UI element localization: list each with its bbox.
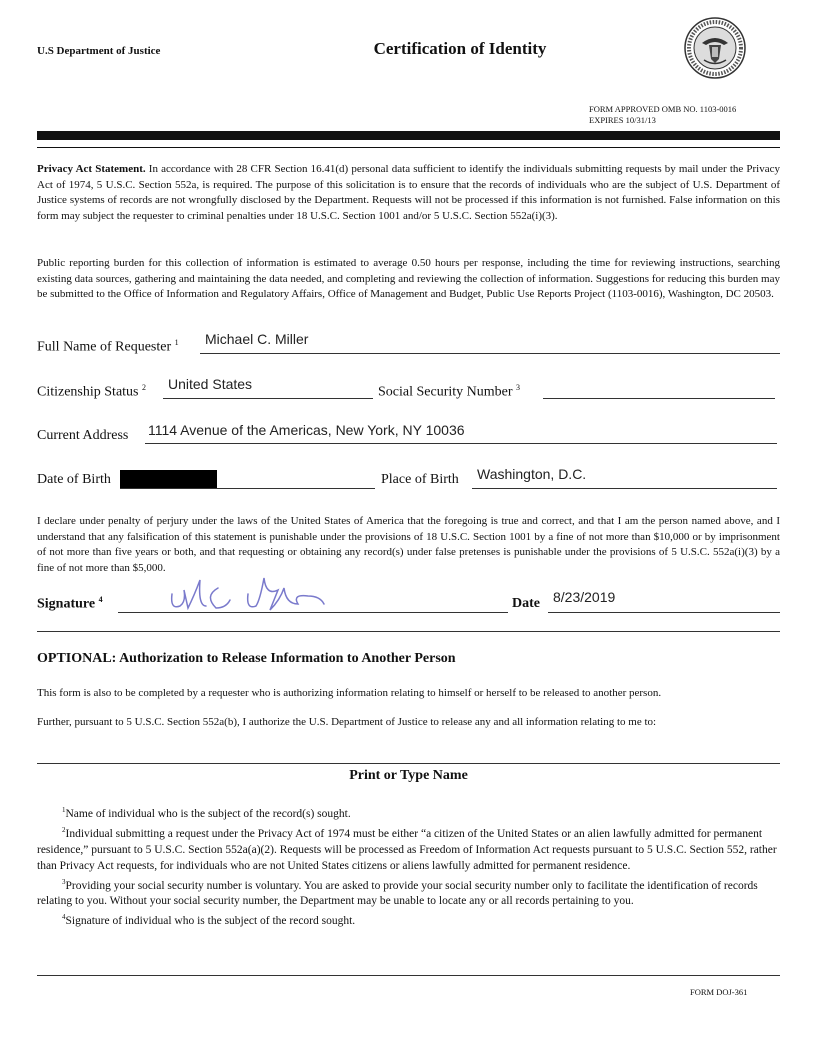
signature-line [118,611,508,613]
footnote-4: $^4$Signature of individual who is the subject of the record sought. [62,913,356,928]
perjury-declaration: I declare under penalty of perjury under the laws of the United States of America that the foregoing is true and correct, and that I am the person named above, and I understand that any falsification of this statement is punishable under the provisions of 18 U.S.C. Section 1001 by a fine of not more than $10,000 or by imprisonment of not more than five years or both, and that requesting or obtaining any record(s) under false pretenses is punishable under the provisions of 5 U.S.C. 552a(i)(3) by a fine of not more than $5,000. [37,515,780,574]
department-name: U.S Department of Justice [37,45,161,57]
optional-line-2: Further, pursuant to 5 U.S.C. Section 552a(b), I authorize the U.S. Department of Justice to release any and all information relating to me to: [37,716,657,728]
privacy-act-statement [37,162,780,224]
burden-statement: Public reporting burden for this collection of information is estimated to average 0.50 hours per response, including the time for reviewing instructions, searching existing data sources, gathering and maintaining the data needed, and completing and reviewing the collection of information. Suggestions for reducing this burden may be submitted to the Office of Information and Regulatory Affairs, Office of Management and Budget, Public Use Reports Project (1103-0016), Washington, DC 20503. [37,257,780,300]
full-name-input[interactable]: Michael C. Miller [205,331,309,347]
date-line [548,611,780,613]
date-input[interactable]: 8/23/2019 [553,589,616,605]
form-title: Certification of Identity [373,39,547,58]
authorized-name-line[interactable] [37,762,780,764]
footer-divider [37,974,780,976]
privacy-body: In accordance with 28 CFR Section 16.41(d) personal data sufficient to identify the individuals submitting requests by mail under the Privacy Act of 1974, 5 U.S.C. Section 552a, is required. The purpose of this solicitation is to ensure that the records of individuals who are the subject of U.S. Department of Justice systems of records are not wrongfully disclosed by the Department. Requests will not be processed if this information is not furnished. False information on this form may subject the requester to criminal penalties under 18 U.S.C. Section 1001 and/or 5 U.S.C. Section 552a(i)(3). [37,163,781,222]
citizenship-label: Citizenship Status $^2$ [37,383,146,400]
footnote-2: $^2$Individual submitting a request under the Privacy Act of 1974 must be either “a citizen of the United States or an alien lawfully admitted for permanent residence,” pursuant to 5 U.S.C. Section 552a(a)(2). Requests will be processed as Freedom of Information Act requests pursuant to 5 U.S.C. Section 552, rather than Privacy Act requests, for individuals who are not United States citizens or aliens lawfully admitted for permanent residence. [37,825,777,872]
optional-heading: OPTIONAL: Authorization to Release Information to Another Person [37,651,456,666]
date-label: Date [512,596,540,611]
footnotes [37,802,780,929]
address-line [145,442,777,444]
print-name-label: Print or Type Name [349,768,468,783]
address-label: Current Address [37,428,129,443]
privacy-heading: Privacy Act Statement. [37,163,146,175]
ssn-line [543,397,775,399]
omb-approval [589,104,736,126]
section-divider [37,630,780,632]
full-name-line [200,352,780,354]
pob-line [472,487,777,489]
omb-expiry: EXPIRES 10/31/13 [589,115,656,125]
header-divider-thick [37,131,780,140]
optional-line-1: This form is also to be completed by a requester who is authorizing information relating to himself or herself to be released to another person. [37,687,662,699]
footnote-1: $^1$Name of individual who is the subject of the record(s) sought. [62,806,351,820]
header-divider-thin [37,147,780,148]
footnote-3: $^3$Providing your social security number is voluntary. You are asked to provide your social security number only to facilitate the identification of records relating to you. Without your social security number, the Department may be unable to locate any or all records pertaining to you. [37,877,758,908]
pob-label: Place of Birth [381,472,459,487]
doj-seal-icon [684,17,746,79]
dob-redaction: [redacted] [120,470,217,488]
omb-number: FORM APPROVED OMB NO. 1103-0016 [589,104,737,114]
signature-label: Signature $^4$ [37,595,103,612]
pob-input[interactable]: Washington, D.C. [477,466,587,482]
full-name-label: Full Name of Requester $^1$ [37,338,179,355]
ssn-label: Social Security Number $^3$ [378,383,521,400]
address-input[interactable]: 1114 Avenue of the Americas, New York, NY 10036 [148,422,465,438]
form-number: FORM DOJ-361 [690,987,748,997]
citizenship-line [163,397,373,399]
dob-line [120,487,375,489]
dob-label: Date of Birth [37,472,111,487]
citizenship-input[interactable]: United States [168,376,253,392]
handwritten-signature [160,566,360,616]
